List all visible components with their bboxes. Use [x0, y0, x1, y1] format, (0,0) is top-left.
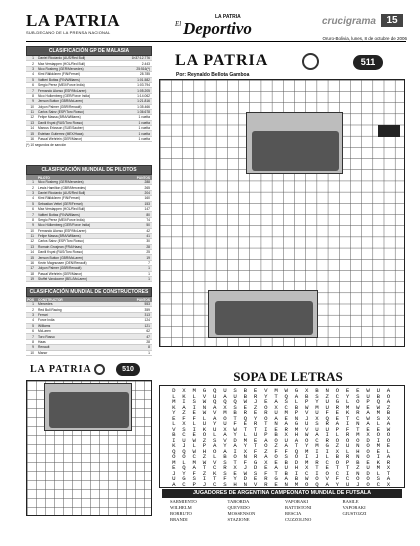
puzzle-small-number: 510 — [116, 363, 140, 376]
constructors-standings-table — [26, 287, 152, 356]
table-row: 15 Esteban Gutierrez (MEX/Haas) 1 vuelta — [26, 131, 152, 136]
word-list-item — [343, 517, 401, 523]
table-row: 14 Marcus Ericsson (SUE/Sauber) 1 vuelta — [26, 126, 152, 131]
word-list-item: VAPORAKI — [342, 505, 366, 510]
sopa-row: A C P J C S H N V R E N M O Q A Y U J O C X — [172, 480, 392, 488]
puzzle-small-title: LA PATRIA — [30, 364, 92, 375]
gp-table-title: CLASIFICACIÓN GP DE MALASIA — [26, 46, 152, 56]
word-list-item: RESCIA — [285, 511, 302, 516]
table-row: 6 Max Verstappen (HOL/Red Bull) 147 — [26, 207, 152, 212]
word-list — [170, 499, 400, 523]
table-row: 13 Daniil Kvyat (RUS/Toro Rosso) 1 vuelta — [26, 121, 152, 126]
table-row: 3 Nico Rosberg (GER/Mercedes) 25:516(*) — [26, 67, 152, 72]
sopa-row: J Y F Z K S E W S F T B I C I O C I N D L T — [172, 469, 392, 477]
team-photo — [246, 112, 343, 174]
word-list-item: TABORDA — [227, 499, 250, 504]
team-photo-2 — [208, 290, 318, 338]
sopa-row: Q Q W H O A I X F Z F F Q M I I X L H O E L — [172, 447, 392, 455]
table-row: 6 Sergio Perez (MEX/Force India) 1:03.794 — [26, 83, 152, 88]
soccer-ball-icon — [302, 53, 319, 70]
table-row: 7 Toro Rosso 47 — [26, 334, 152, 339]
table-row: 14 Daniil Kvyat (RUS/Toro Rosso) 25 — [26, 250, 152, 255]
sopa-row: B C E O L A Y L U P B X H W A I L R M X O O — [172, 431, 392, 438]
section-logo-title: Deportivo — [183, 19, 252, 38]
sopa-title: SOPA DE LETRAS — [233, 369, 343, 384]
table-row: 1 Daniel Ricciardo (AUS/Red Bull) 1h37:12.776 — [26, 56, 152, 61]
table-row: 2 Lewis Hamilton (GBR/Mercedes) 265 — [26, 185, 152, 190]
pilots-table-header: PILOTO PUNTOS — [26, 175, 152, 180]
dateline: Oruro-Bolivia, lunes, 8 de octubre de 2006 — [322, 36, 407, 41]
pilots-standings-table — [26, 165, 152, 282]
sopa-row: K J L P A Y A Y T O Z A T Y M G Z U N O M E — [172, 442, 392, 449]
table-row: 10 Manor 1 — [26, 351, 152, 356]
word-list-item: BORRUTO — [170, 511, 192, 516]
sopa-row: U G S I T F Y D E R G A B W O V F C O O S A — [172, 475, 392, 482]
word-search-grid[interactable] — [159, 385, 405, 488]
sopa-row: O O C Z L B O N R A O S O I J L B R N O I A — [172, 453, 392, 460]
table-row: 8 Nico Hulkenberg (GER/Force India) 1:14.062 — [26, 94, 152, 99]
sopa-row: E F F L A O T Q Y O A E N J X Q E T C W S X — [172, 414, 392, 422]
sopa-row: Y Z E W V M B R E R U M P V U F E K R A M B — [172, 409, 392, 416]
sopa-row: D X M G Q U S B E V M W G X B N O E E W U A — [172, 387, 392, 394]
table-row: 2 Red Bull Racing 359 — [26, 307, 152, 312]
sopa-row: I U W Z S V D M E A O U A O C R O O O D I O — [172, 436, 392, 444]
word-list-item: WILHELM — [170, 505, 192, 510]
table-row: 9 Renault 8 — [26, 345, 152, 350]
table-row: 10 Jolyon Palmer (GBR/Renault) 1:35.466 — [26, 105, 152, 110]
table-row: 19 Stoffel Vandoorne (BEL/McLaren) 1 — [26, 277, 152, 282]
table-row: 18 Pascal Wehrlein (GER/Manor) 1 — [26, 272, 152, 277]
team-photo-3 — [44, 383, 132, 431]
brand-logo: LA PATRIA — [26, 11, 121, 30]
word-list-item: SARMIENTO — [170, 499, 197, 504]
sopa-row: E Q A T C R X J D E A U H X T E T T Z U M X — [172, 464, 392, 471]
table-row: 9 Nico Hülkenberg (GER/Force India) 50 — [26, 223, 152, 228]
table-row: 1 Nico Rosberg (GER/Mercedes) 288 — [26, 180, 152, 185]
table-row: 11 Felipe Massa (BRA/Williams) 41 — [26, 234, 152, 239]
table-row: 2 Max Verstappen (HOL/Red Bull) 2.443 — [26, 61, 152, 66]
word-list-item: QUEVEDO — [227, 505, 250, 510]
table-row: 16 Pascal Wehrlein (GER/Manor) 1 vuelta — [26, 137, 152, 142]
soccer-ball-icon — [94, 364, 105, 375]
word-list-item: VAPORAKI — [285, 499, 309, 504]
word-list-item: MOSSENSON — [227, 511, 256, 516]
table-row: 4 Kimi Räikkönen (FIN/Ferrari) 28.785 — [26, 72, 152, 77]
section-label: crucigrama — [322, 16, 376, 27]
word-list-item: GIUSTOZZI — [342, 511, 367, 516]
table-row: 8 Haas 28 — [26, 340, 152, 345]
table-row: 4 Force India 124 — [26, 318, 152, 323]
page-number: 15 — [381, 14, 403, 27]
section-logo-patria: LA PATRIA — [215, 14, 241, 20]
gp-results-table — [26, 46, 152, 147]
table-row: 11 Carlos Sainz (ESP/Toro Rosso) 1:36.678 — [26, 110, 152, 115]
word-list-item: BRANDI — [170, 517, 188, 522]
word-list-item: BASILE — [342, 499, 359, 504]
sopa-row: V S I K U X W T T I E R M V U U P F T E E W — [172, 425, 392, 433]
table-row: 9 Jenson Button (GBR/McLaren) 1:21.816 — [26, 99, 152, 104]
puzzle-author: Por: Reynaldo Bellota Gamboa — [176, 72, 250, 78]
table-row: 1 Mercedes 553 — [26, 302, 152, 307]
table-row: 12 Carlos Sainz (ESP/Toro Rosso) 30 — [26, 239, 152, 244]
word-list-item: STAZIONE — [227, 517, 250, 522]
table-row: 13 Romain Grosjean (FRA/Haas) 28 — [26, 245, 152, 250]
word-list-item: CUZZOLINO — [285, 517, 312, 522]
table-row: 8 Sergio Perez (MEX/Force India) 74 — [26, 218, 152, 223]
table-row: 5 Sebastian Vettel (GER/Ferrari) 153 — [26, 202, 152, 207]
constructors-table-title: CLASIFICACIÓN MUNDIAL DE CONSTRUCTORES — [26, 287, 152, 297]
table-row: 6 McLaren 62 — [26, 329, 152, 334]
sopa-caption: JUGADORES DE ARGENTINA CAMPEONATO MUNDIAL DE FUTSALA — [162, 489, 402, 498]
pilots-table-title: CLASIFICACIÓN MUNDIAL DE PILOTOS — [26, 165, 152, 175]
gp-table-note: (*) 10 segundos de sanción — [26, 143, 67, 148]
section-logo-small: El — [175, 20, 182, 28]
table-row: 17 Jolyon Palmer (GBR/Renault) 1 — [26, 266, 152, 271]
table-row: 15 Jenson Button (GBR/McLaren) 19 — [26, 255, 152, 260]
table-row: 10 Fernando Alonso (ESP/McLaren) 42 — [26, 229, 152, 234]
table-row: 7 Valtteri Bottas (FIN/Williams) 80 — [26, 212, 152, 217]
brand-subtitle: SUB-DECANO DE LA PRENSA NACIONAL — [26, 30, 111, 35]
constructors-table-header: POS CONSTRUCTOR PUNTOS — [27, 297, 150, 302]
sopa-row: K A I N A X S E Z O X C B W M U R M W E W Z — [172, 403, 392, 411]
table-row: 4 Kimi Räikkönen (FIN/Ferrari) 160 — [26, 196, 152, 201]
grid-block — [378, 125, 400, 137]
table-row: 7 Fernando Alonso (ESP/McLaren) 1:05.205 — [26, 88, 152, 93]
table-row: 5 Williams 121 — [26, 324, 152, 329]
sopa-row: M I S W Q Q Q W J E A S L P Y U G L O P Q A — [172, 398, 392, 405]
table-row: 3 Daniel Ricciardo (AUS/Red Bull) 204 — [26, 191, 152, 196]
word-list-item: BATTISTONI — [285, 505, 312, 510]
sopa-row: L X L U Y U F E R T N A G U S R A I N A L A — [172, 420, 392, 427]
puzzle-main-title: LA PATRIA — [175, 52, 269, 69]
table-row: 5 Valtteri Bottas (FIN/Williams) 1:01.582 — [26, 78, 152, 83]
sopa-row: M L M W V S T F G X E B D M R C O P B E K R — [172, 458, 392, 466]
header-divider — [26, 41, 406, 42]
table-row: 12 Felipe Massa (BRA/Williams) 1 vuelta — [26, 115, 152, 120]
sopa-row: L K L V U A U B R Y T Q A B S Z C Y S U B O — [172, 392, 392, 400]
section-logo — [175, 14, 255, 40]
table-row: 3 Ferrari 313 — [26, 313, 152, 318]
table-row: 16 Kevin Magnussen (DEN/Renault) 7 — [26, 261, 152, 266]
puzzle-main-number: 511 — [353, 55, 383, 70]
